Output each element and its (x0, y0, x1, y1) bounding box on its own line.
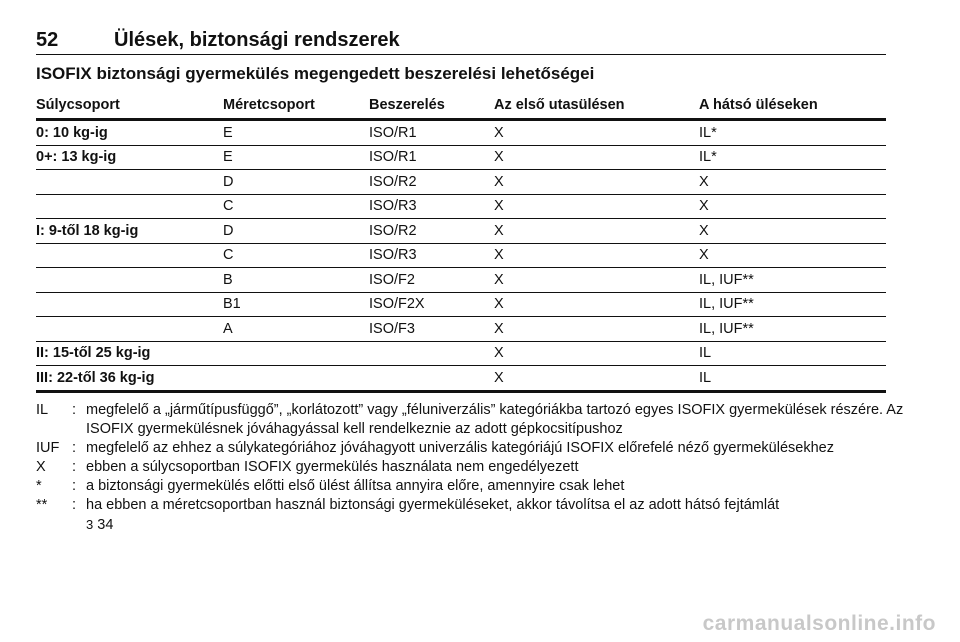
legend-text-block (86, 496, 916, 535)
front-seat-cell: X (494, 268, 699, 293)
legend-key: * (36, 478, 42, 494)
table-row (36, 366, 886, 392)
fixture-cell: ISO/R1 (369, 120, 494, 146)
fixture-cell: ISO/R2 (369, 170, 494, 195)
size-class-cell: B (223, 268, 369, 293)
rear-seat-cell: IL (699, 341, 886, 366)
front-seat-cell: X (494, 170, 699, 195)
legend-item (36, 401, 916, 439)
rear-seat-cell: IL* (699, 145, 886, 170)
legend-separator: : (72, 497, 77, 513)
header-fixture: Beszerelés (369, 93, 494, 120)
weight-group-cell (36, 268, 223, 293)
rear-seat-cell: IL (699, 366, 886, 392)
table-row (36, 268, 886, 293)
size-class-cell: C (223, 194, 369, 219)
legend-item (36, 496, 916, 535)
front-seat-cell: X (494, 219, 699, 244)
legend-item (36, 439, 916, 458)
weight-group-cell: II: 15-től 25 kg-ig (36, 341, 223, 366)
table-row (36, 243, 886, 268)
fixture-cell: ISO/R1 (369, 145, 494, 170)
isofix-table (36, 93, 886, 393)
table-row (36, 194, 886, 219)
header-weight-group: Súlycsoport (36, 93, 223, 120)
fixture-cell: ISO/R3 (369, 194, 494, 219)
legend-key: IUF (36, 440, 60, 456)
size-class-cell: E (223, 120, 369, 146)
table-row (36, 145, 886, 170)
weight-group-cell: 0+: 13 kg-ig (36, 145, 223, 170)
fixture-cell (369, 366, 494, 392)
legend-separator: : (72, 459, 77, 475)
rear-seat-cell: IL, IUF** (699, 268, 886, 293)
page-reference-link[interactable]: 34 (97, 517, 114, 533)
rear-seat-cell: X (699, 243, 886, 268)
fixture-cell: ISO/F3 (369, 317, 494, 342)
table-row (36, 120, 886, 146)
front-seat-cell: X (494, 120, 699, 146)
front-seat-cell: X (494, 341, 699, 366)
front-seat-cell: X (494, 243, 699, 268)
legend-text: megfelelő a „járműtípusfüggő”, „korlátozott” vagy „féluniverzális” kategóriákba tartozó egyes ISOFIX gyermekülések részére. Az ISOFIX gyermekülésnek jóváhagyással kell rendelkeznie az adott gépkocsitípushoz (86, 402, 904, 437)
table-row (36, 219, 886, 244)
size-class-cell: D (223, 170, 369, 195)
watermark: carmanualsonline.info (702, 612, 936, 635)
weight-group-cell (36, 243, 223, 268)
size-class-cell (223, 341, 369, 366)
size-class-cell: E (223, 145, 369, 170)
legend-text: megfelelő az ehhez a súlykategóriához jóváhagyott univerzális kategóriájú ISOFIX előrefelé néző gyermekülésekhez (86, 440, 834, 456)
weight-group-cell (36, 292, 223, 317)
weight-group-cell (36, 194, 223, 219)
rear-seat-cell: IL* (699, 120, 886, 146)
fixture-cell: ISO/F2 (369, 268, 494, 293)
chapter-title: Ülések, biztonsági rendszerek (114, 29, 400, 51)
fixture-cell (369, 341, 494, 366)
rear-seat-cell: X (699, 194, 886, 219)
front-seat-cell: X (494, 194, 699, 219)
size-class-cell: C (223, 243, 369, 268)
header-size-class: Méretcsoport (223, 93, 369, 120)
size-class-cell: A (223, 317, 369, 342)
size-class-cell (223, 366, 369, 392)
fixture-cell: ISO/R2 (369, 219, 494, 244)
front-seat-cell: X (494, 366, 699, 392)
page-number: 52 (36, 29, 59, 51)
legend-text: a biztonsági gyermekülés előtti első ülést állítsa annyira előre, amennyire csak lehet (86, 478, 625, 494)
legend (36, 401, 916, 535)
rear-seat-cell: IL, IUF** (699, 317, 886, 342)
size-class-cell: D (223, 219, 369, 244)
rear-seat-cell: X (699, 170, 886, 195)
size-class-cell: B1 (223, 292, 369, 317)
table-row (36, 292, 886, 317)
weight-group-cell: III: 22-től 36 kg-ig (36, 366, 223, 392)
page-header (36, 26, 886, 55)
legend-key: ** (36, 497, 48, 513)
rear-seat-cell: X (699, 219, 886, 244)
legend-text: ebben a súlycsoportban ISOFIX gyermekülés használata nem engedélyezett (86, 459, 579, 475)
legend-separator: : (72, 402, 77, 418)
weight-group-cell (36, 170, 223, 195)
table-row (36, 341, 886, 366)
table-header-row (36, 93, 886, 120)
weight-group-cell: 0: 10 kg-ig (36, 120, 223, 146)
fixture-cell: ISO/F2X (369, 292, 494, 317)
legend-separator: : (72, 440, 77, 456)
rear-seat-cell: IL, IUF** (699, 292, 886, 317)
table-row (36, 317, 886, 342)
legend-key: IL (36, 402, 49, 418)
front-seat-cell: X (494, 292, 699, 317)
page-reference-arrow-icon: 3 (86, 517, 94, 532)
weight-group-cell (36, 317, 223, 342)
section-title: ISOFIX biztonsági gyermekülés megengedett beszerelési lehetőségei (36, 64, 595, 83)
legend-text: ha ebben a méretcsoportban használ biztonsági gyermeküléseket, akkor távolítsa el az adott hátsó fejtámlát (86, 497, 780, 513)
legend-item (36, 477, 916, 496)
table-row (36, 170, 886, 195)
front-seat-cell: X (494, 145, 699, 170)
legend-key: X (36, 459, 46, 475)
front-seat-cell: X (494, 317, 699, 342)
fixture-cell: ISO/R3 (369, 243, 494, 268)
weight-group-cell: I: 9-től 18 kg-ig (36, 219, 223, 244)
legend-separator: : (72, 478, 77, 494)
legend-item (36, 458, 916, 477)
header-front-seat: Az első utasülésen (494, 93, 699, 120)
header-rear-seats: A hátsó üléseken (699, 93, 886, 120)
